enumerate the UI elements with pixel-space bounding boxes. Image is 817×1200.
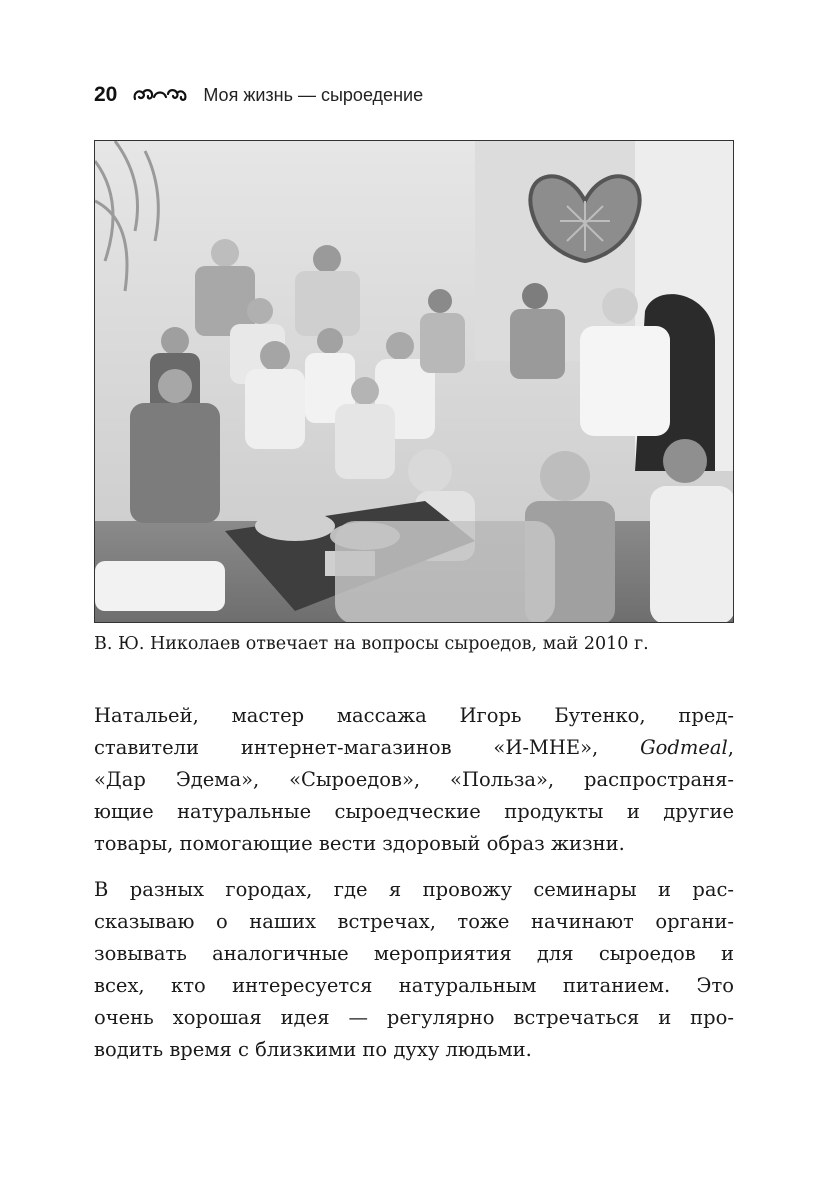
paragraph xyxy=(94,874,734,1066)
text-line: Натальей, мастер массажа Игорь Бутенко, пред- xyxy=(94,704,734,727)
text-line: всех, кто интересуется натуральным питанием. Это xyxy=(94,974,734,997)
text-line: водить время с близкими по духу людьми. xyxy=(94,1038,532,1061)
italic-brand-name: Godmeal xyxy=(640,736,728,759)
text-line: зовывать аналогичные мероприятия для сыроедов и xyxy=(94,942,734,965)
text-line: ющие натуральные сыроедческие продукты и другие xyxy=(94,800,734,823)
text-line: В разных городах, где я провожу семинары и рас- xyxy=(94,878,734,901)
page-number: 20 xyxy=(94,83,118,106)
body-text xyxy=(94,700,734,1066)
running-title: Моя жизнь — сыроедение xyxy=(203,84,424,105)
text-line: товары, помогающие вести здоровый образ жизни. xyxy=(94,832,625,855)
group-photo-image xyxy=(94,140,734,623)
running-header xyxy=(94,80,423,110)
text-line: «Дар Эдема», «Сыроедов», «Польза», распространя- xyxy=(94,768,734,791)
text-line: сказываю о наших встречах, тоже начинают органи- xyxy=(94,910,734,933)
paragraph xyxy=(94,700,734,860)
text-line: ставители интернет-магазинов «И-МНЕ», Godmeal, xyxy=(94,736,734,759)
photo-caption: В. Ю. Николаев отвечает на вопросы сыроедов, май 2010 г. xyxy=(94,634,649,654)
text-line: очень хорошая идея — регулярно встречаться и про- xyxy=(94,1006,734,1029)
floral-ornament-icon xyxy=(131,85,189,105)
